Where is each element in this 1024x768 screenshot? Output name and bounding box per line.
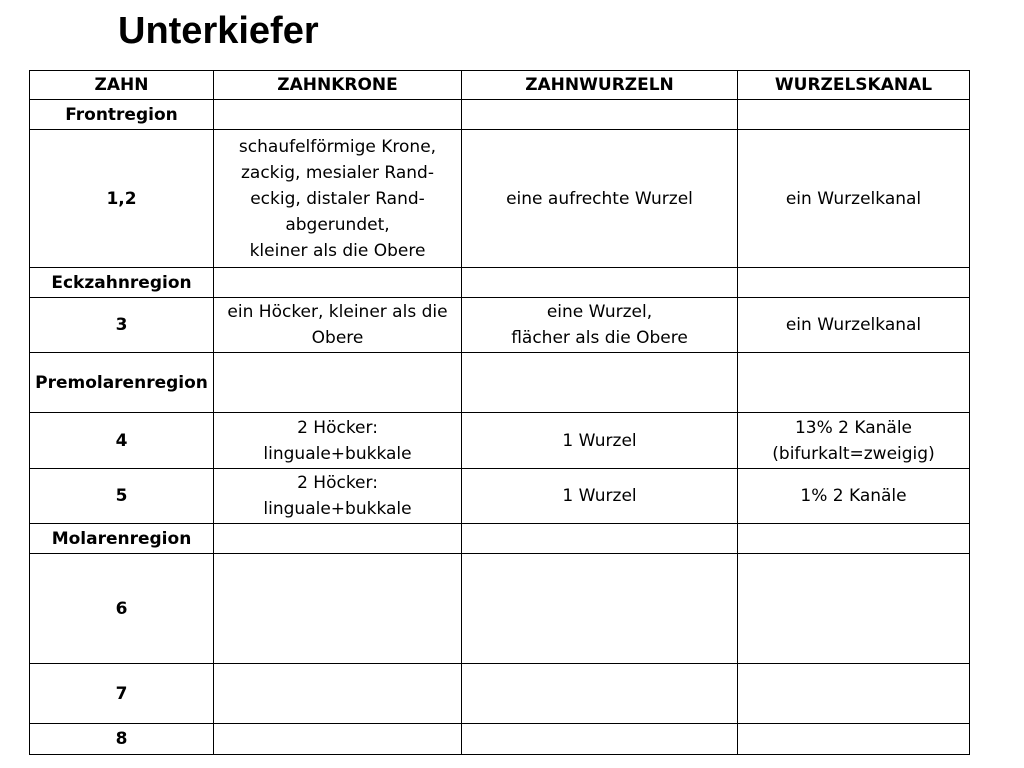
cell-wurzelskanal: [738, 724, 970, 755]
cell-zahnwurzeln: [462, 664, 738, 724]
cell-zahn: 6: [30, 554, 214, 664]
cell-wurzelskanal: 1% 2 Kanäle: [738, 469, 970, 524]
cell-zahnkrone: [214, 100, 462, 130]
table-row: [30, 268, 970, 298]
table-row: [30, 100, 970, 130]
cell-wurzelskanal: [738, 554, 970, 664]
table-header: [30, 71, 970, 100]
cell-zahn: 5: [30, 469, 214, 524]
cell-zahnkrone: schaufelförmige Krone, zackig, mesialer Rand- eckig, distaler Rand- abgerundet, kleiner als die Obere: [214, 130, 462, 268]
cell-zahnkrone: 2 Höcker: linguale+bukkale: [214, 413, 462, 469]
header-zahn: ZAHN: [30, 71, 214, 100]
cell-wurzelskanal: ein Wurzelkanal: [738, 130, 970, 268]
cell-zahnwurzeln: eine aufrechte Wurzel: [462, 130, 738, 268]
cell-zahn: 1,2: [30, 130, 214, 268]
cell-wurzelskanal: [738, 524, 970, 554]
cell-zahn: Frontregion: [30, 100, 214, 130]
cell-zahn: 7: [30, 664, 214, 724]
cell-zahnkrone: [214, 268, 462, 298]
cell-zahn: 4: [30, 413, 214, 469]
cell-zahnwurzeln: [462, 524, 738, 554]
header-zahnkrone: ZAHNKRONE: [214, 71, 462, 100]
cell-zahnkrone: [214, 664, 462, 724]
header-row: [30, 71, 970, 100]
table-row: [30, 413, 970, 469]
cell-zahn: Eckzahnregion: [30, 268, 214, 298]
cell-zahnkrone: [214, 554, 462, 664]
table-row: [30, 353, 970, 413]
table-body: [30, 100, 970, 755]
cell-zahnwurzeln: [462, 353, 738, 413]
cell-zahnwurzeln: 1 Wurzel: [462, 413, 738, 469]
cell-zahn: Molarenregion: [30, 524, 214, 554]
cell-zahnwurzeln: [462, 724, 738, 755]
header-zahnwurzeln: ZAHNWURZELN: [462, 71, 738, 100]
cell-zahnwurzeln: [462, 100, 738, 130]
table-row: [30, 298, 970, 353]
cell-wurzelskanal: 13% 2 Kanäle (bifurkalt=zweigig): [738, 413, 970, 469]
cell-zahnwurzeln: 1 Wurzel: [462, 469, 738, 524]
cell-zahn: 3: [30, 298, 214, 353]
cell-zahnwurzeln: [462, 554, 738, 664]
cell-wurzelskanal: [738, 100, 970, 130]
cell-wurzelskanal: [738, 353, 970, 413]
header-wurzelskanal: WURZELSKANAL: [738, 71, 970, 100]
cell-zahn: 8: [30, 724, 214, 755]
cell-zahnkrone: 2 Höcker: linguale+bukkale: [214, 469, 462, 524]
cell-wurzelskanal: ein Wurzelkanal: [738, 298, 970, 353]
cell-zahnwurzeln: eine Wurzel, flächer als die Obere: [462, 298, 738, 353]
cell-zahn: Premolarenregion: [30, 353, 214, 413]
teeth-table: [29, 70, 970, 755]
cell-zahnkrone: [214, 353, 462, 413]
table-row: [30, 724, 970, 755]
slide-title: Unterkiefer: [118, 10, 319, 52]
table-row: [30, 130, 970, 268]
cell-wurzelskanal: [738, 268, 970, 298]
table-row: [30, 664, 970, 724]
table-row: [30, 524, 970, 554]
table-row: [30, 554, 970, 664]
cell-zahnwurzeln: [462, 268, 738, 298]
cell-zahnkrone: [214, 724, 462, 755]
cell-wurzelskanal: [738, 664, 970, 724]
cell-zahnkrone: ein Höcker, kleiner als die Obere: [214, 298, 462, 353]
cell-zahnkrone: [214, 524, 462, 554]
table-row: [30, 469, 970, 524]
